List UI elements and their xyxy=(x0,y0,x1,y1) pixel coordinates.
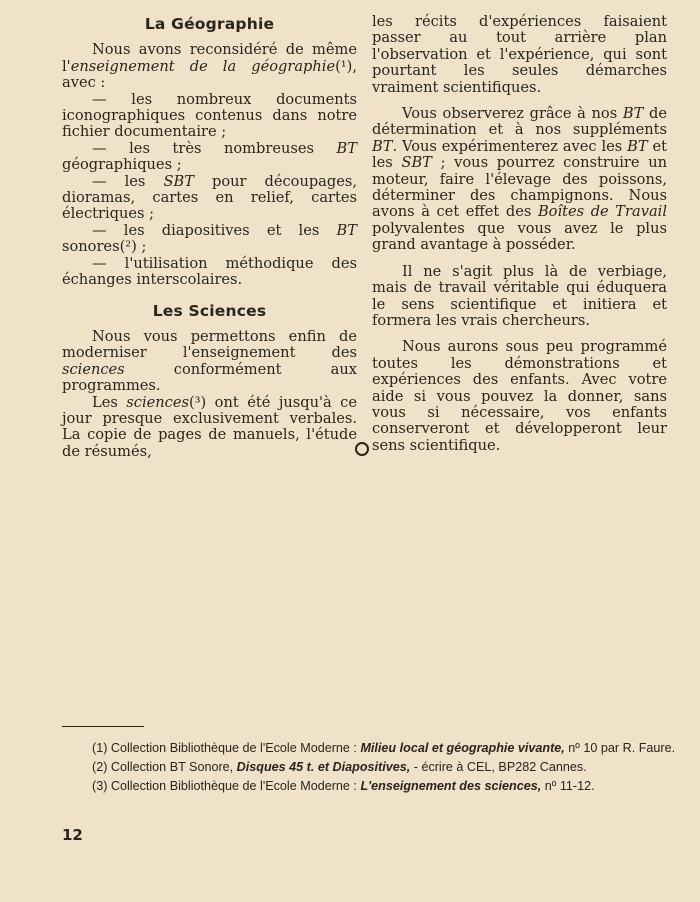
sci-paragraph: Vous observerez grâce à nos BT de détermination et à nos suppléments BT. Vous expérimenterez avec les BT et les SBT ; vous pourrez construire un moteur, faire l'élevage des poissons, déterminer des champignons. Nous avons à cet effet des Boîtes de Travail polyvalentes que vous avez le plus grand avantage à posséder. xyxy=(372,105,667,254)
sci-paragraph: Nous vous permettons enfin de moderniser l'enseignement des sciences conformément aux programmes. xyxy=(62,327,357,395)
geo-list-item: — les nombreux documents iconographiques contenus dans notre fichier documentaire ; xyxy=(62,90,357,141)
geo-list-item: — les très nombreuses BT géographiques ; xyxy=(62,139,357,174)
footnote-3: (3) Collection Bibliothèque de l'Ecole Moderne : L'enseignement des sciences, nº 11-12. xyxy=(92,779,595,793)
geo-list-item: — l'utilisation méthodique des échanges interscolaires. xyxy=(62,254,357,289)
geo-list-item: — les SBT pour découpages, dioramas, cartes en relief, cartes électriques ; xyxy=(62,172,357,223)
circle-ornament-icon xyxy=(355,442,369,456)
sci-paragraph-continued: les récits d'expériences faisaient passer au tout arrière plan l'observation et l'expérience, qui sont pourtant les seules démarches vraiment scientifiques. xyxy=(372,13,667,96)
footnote-1: (1) Collection Bibliothèque de l'Ecole Moderne : Milieu local et géographie vivante, nº 10 par R. Faure. xyxy=(92,741,676,755)
right-column xyxy=(372,14,667,454)
sci-paragraph: Il ne s'agit plus là de verbiage, mais de travail véritable qui éduquera le sens scientifique et initiera et formera les vrais chercheurs. xyxy=(372,262,667,329)
geo-list-item: — les diapositives et les BT sonores(²) ; xyxy=(62,221,357,256)
page-number: 12 xyxy=(62,826,83,844)
footnotes xyxy=(62,739,677,796)
sci-paragraph: Les sciences(³) ont été jusqu'à ce jour presque exclusivement verbales. La copie de pages de manuels, l'étude de résumés, xyxy=(62,393,357,460)
footnote-2: (2) Collection BT Sonore, Disques 45 t. et Diapositives, - écrire à CEL, BP282 Cannes. xyxy=(92,760,587,774)
footnote-divider xyxy=(62,726,144,727)
heading-geographie: La Géographie xyxy=(144,15,275,33)
heading-sciences: Les Sciences xyxy=(152,301,267,320)
left-column xyxy=(62,14,357,460)
sci-paragraph: Nous aurons sous peu programmé toutes les démonstrations et expériences des enfants. Avec votre aide si vous pouvez la donner, sans vous si nécessaire, vos enfants conserveront et développeront leur sens scientifique. xyxy=(372,338,667,454)
geo-intro-paragraph: Nous avons reconsidéré de même l'enseignement de la géographie(¹), avec : xyxy=(62,41,357,92)
